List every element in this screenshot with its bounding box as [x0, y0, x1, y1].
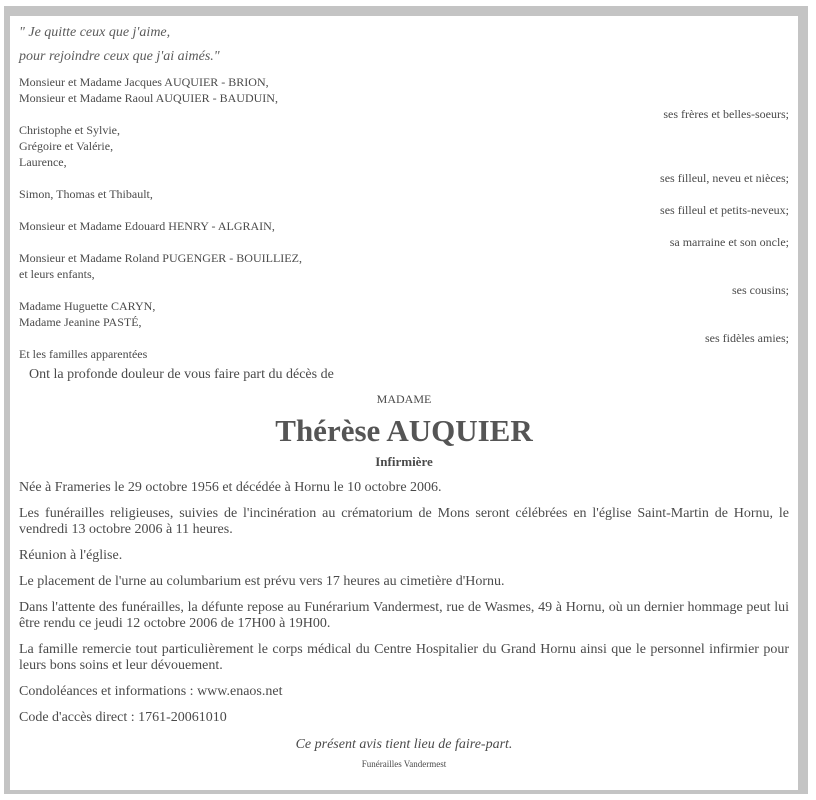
- profession: Infirmière: [375, 454, 433, 469]
- family-list: [19, 74, 789, 362]
- detail-paragraph: La famille remercie tout particulièrement le corps médical du Centre Hospitalier du Grand Hornu ainsi que le personnel infirmier pour leurs bons soins et leur dévouement.: [19, 642, 789, 673]
- detail-paragraph: Née à Frameries le 29 octobre 1956 et décédée à Hornu le 10 octobre 2006.: [19, 480, 442, 495]
- family-member: Et les familles apparentées: [19, 347, 148, 361]
- honorific: MADAME: [376, 392, 432, 406]
- family-member: Laurence,: [19, 155, 67, 169]
- announcement-intro: Ont la profonde douleur de vous faire part du décès de: [29, 367, 334, 382]
- family-relation: ses filleul et petits-neveux;: [660, 203, 789, 217]
- detail-paragraph: Le placement de l'urne au columbarium est prévu vers 17 heures au cimetière d'Hornu.: [19, 574, 505, 589]
- quote-line: " Je quitte ceux que j'aime,: [19, 25, 171, 40]
- detail-paragraph: Dans l'attente des funérailles, la défunte repose au Funérarium Vandermest, rue de Wasmes, 49 à Hornu, où un dernier hommage peut lui être rendu ce jeudi 12 octobre 2006 de 17H00 à 19H00.: [19, 600, 789, 631]
- family-member: Monsieur et Madame Roland PUGENGER - BOUILLIEZ,: [19, 251, 302, 265]
- quote: [19, 21, 789, 69]
- family-relation: ses fidèles amies;: [705, 331, 789, 345]
- family-member: Monsieur et Madame Jacques AUQUIER - BRION,: [19, 75, 269, 89]
- detail-paragraph: Les funérailles religieuses, suivies de l'incinération au crématorium de Mons seront célébrées en l'église Saint-Martin de Hornu, le vendredi 13 octobre 2006 à 11 heures.: [19, 506, 789, 537]
- notice-content: [19, 21, 789, 770]
- family-member: Grégoire et Valérie,: [19, 139, 114, 153]
- family-member: Christophe et Sylvie,: [19, 123, 120, 137]
- family-member: Madame Jeanine PASTÉ,: [19, 315, 142, 329]
- detail-paragraph: Réunion à l'église.: [19, 548, 123, 563]
- deceased-name: Thérèse AUQUIER: [275, 413, 533, 448]
- family-relation: sa marraine et son oncle;: [669, 235, 789, 249]
- family-relation: ses filleul, neveu et nièces;: [660, 171, 789, 185]
- family-member: et leurs enfants,: [19, 267, 95, 281]
- family-member: Madame Huguette CARYN,: [19, 299, 156, 313]
- details: [19, 480, 789, 726]
- family-relation: ses frères et belles-soeurs;: [663, 107, 789, 121]
- quote-line: pour rejoindre ceux que j'ai aimés.": [19, 49, 220, 64]
- family-member: Monsieur et Madame Edouard HENRY - ALGRAIN,: [19, 219, 275, 233]
- closing-note: Ce présent avis tient lieu de faire-part.: [295, 737, 513, 752]
- obituary-notice: [10, 16, 798, 790]
- family-member: Simon, Thomas et Thibault,: [19, 187, 153, 201]
- detail-paragraph: Condoléances et informations : www.enaos.net: [19, 684, 283, 699]
- family-member: Monsieur et Madame Raoul AUQUIER - BAUDUIN,: [19, 91, 278, 105]
- funeral-home-signature: Funérailles Vandermest: [361, 759, 447, 769]
- detail-paragraph: Code d'accès direct : 1761-20061010: [19, 710, 227, 725]
- family-relation: ses cousins;: [732, 283, 789, 297]
